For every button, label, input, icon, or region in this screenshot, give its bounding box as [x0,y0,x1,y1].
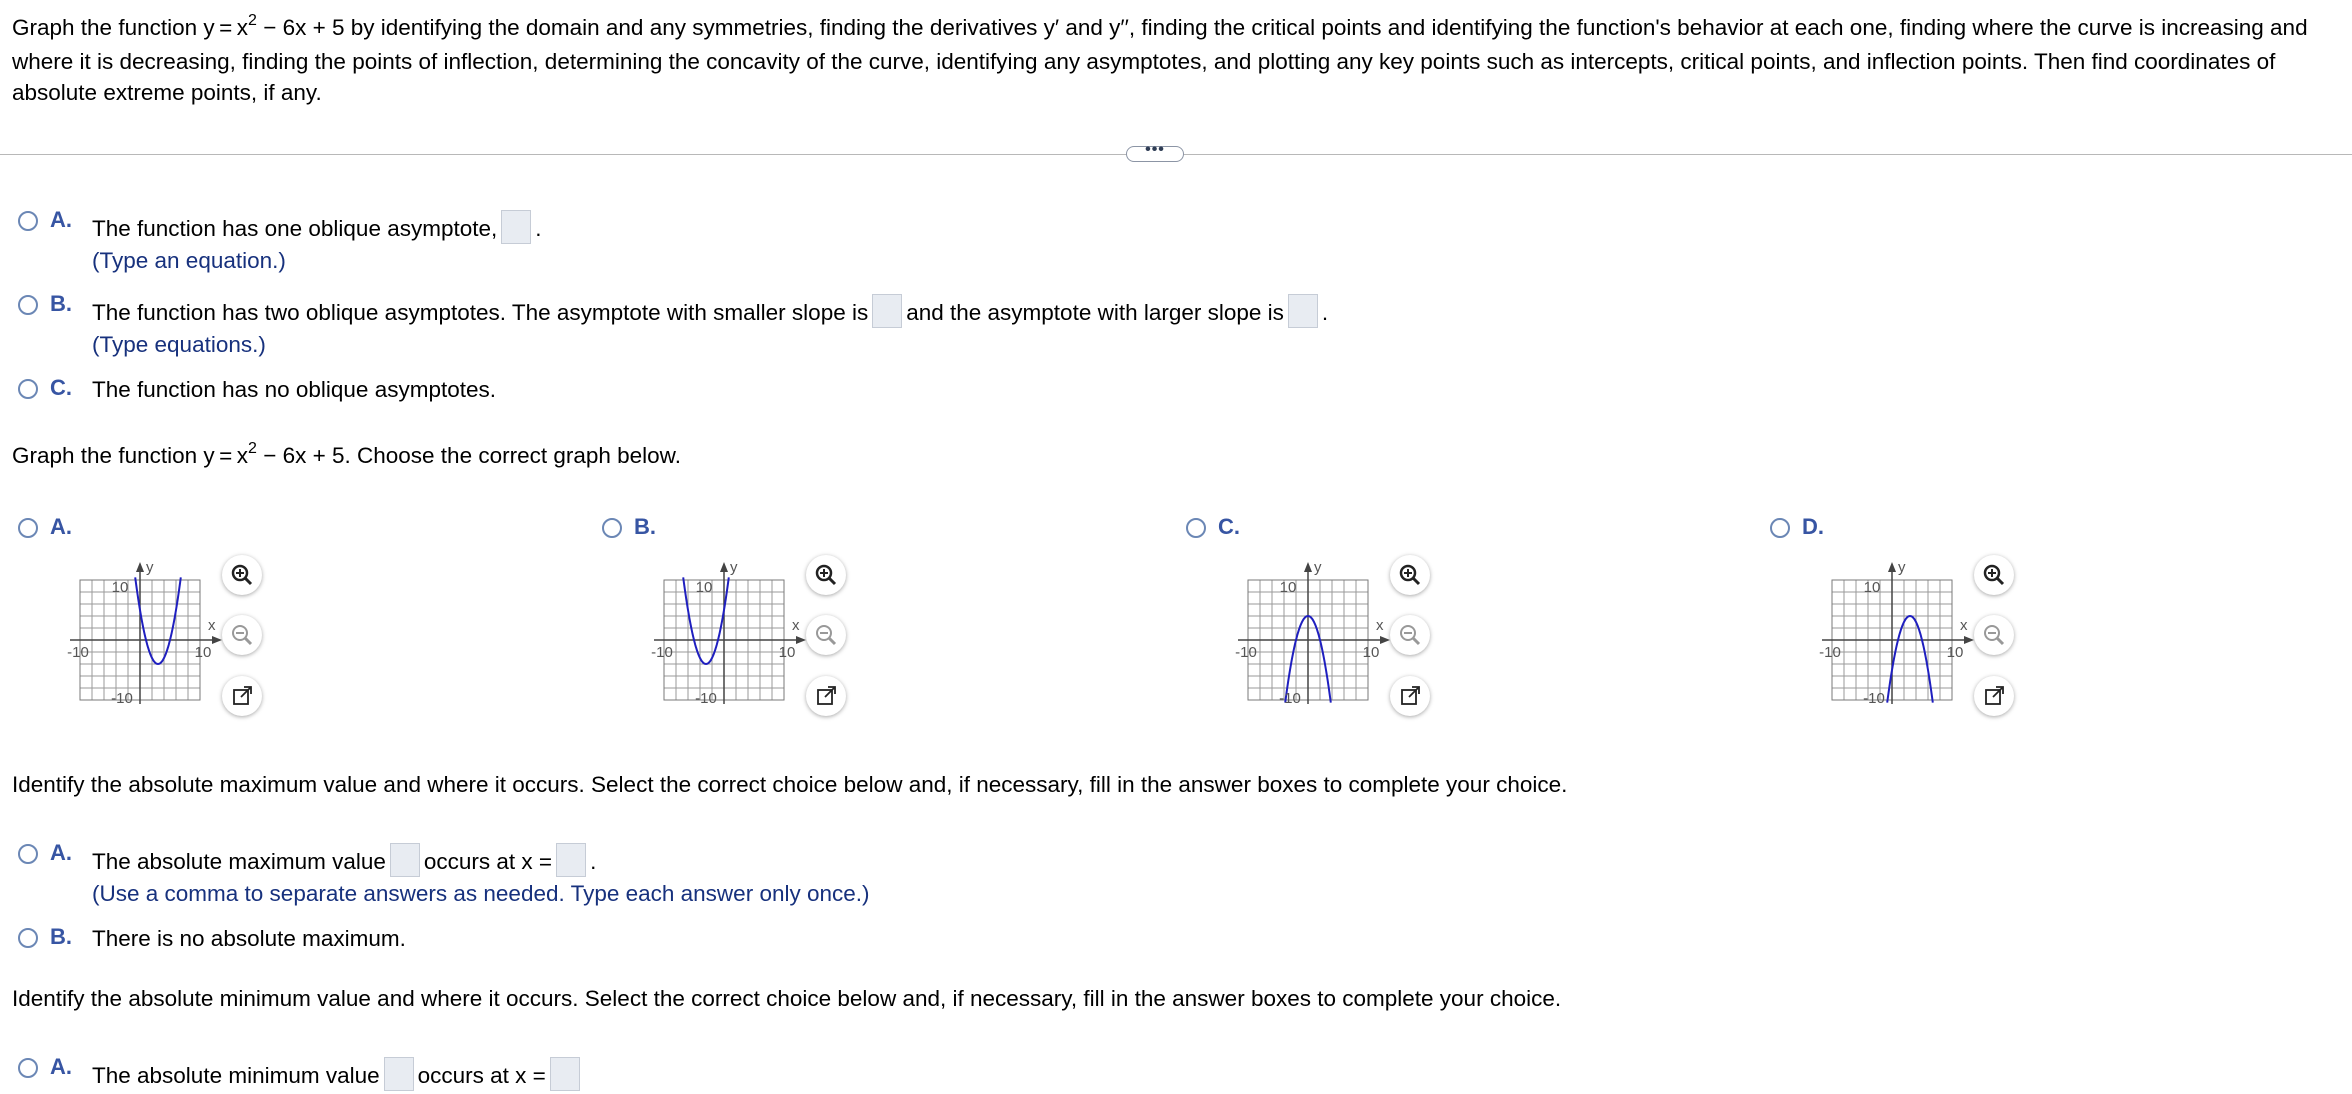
choice-letter-b: B. [50,924,72,949]
y-axis-label: y [146,559,154,576]
radio-graph-d[interactable] [1770,518,1790,538]
answer-box-min-value[interactable] [384,1057,414,1091]
graph-thumbnail[interactable] [1808,556,1988,706]
zoom-in-icon[interactable] [1974,555,2014,595]
x-tick-label: 10 [778,644,796,661]
x-tick-label: -10 [1819,644,1841,661]
max-question-prompt: Identify the absolute maximum value and where it occurs. Select the correct choice below and, if necessary, fill in the answer boxes to complete your choice. [12,772,1568,797]
choice-letter-b: B. [50,291,72,316]
graph-curve [135,577,181,664]
answer-box-max-value[interactable] [390,843,420,877]
asymptote-b-hint: (Type equations.) [92,332,266,357]
choice-letter-a: A. [50,1054,72,1079]
choice-letter-c: C. [50,375,72,400]
answer-box-min-x[interactable] [550,1057,580,1091]
zoom-in-icon[interactable] [806,555,846,595]
answer-box-asymptote[interactable] [501,210,531,244]
graph-curve [1887,616,1933,703]
y-tick-label: 10 [1279,579,1297,596]
answer-box-smaller-slope[interactable] [872,294,902,328]
radio-graph-c[interactable] [1186,518,1206,538]
open-external-icon[interactable] [222,676,262,716]
choice-letter-a: A. [50,514,72,539]
x-tick-label: 10 [194,644,212,661]
x-tick-label: 10 [1362,644,1380,661]
asymptote-option-b: The function has two oblique asymptotes. The asymptote with smaller slope is and the asymptote with larger slope is . [92,297,1328,331]
max-a-hint: (Use a comma to separate answers as needed. Type each answer only once.) [92,881,870,906]
y-tick-label: -10 [1279,690,1301,706]
x-axis-label: x [792,617,800,634]
open-external-icon[interactable] [1974,676,2014,716]
answer-box-max-x[interactable] [556,843,586,877]
zoom-in-icon[interactable] [1390,555,1430,595]
radio-min-a[interactable] [18,1058,38,1078]
radio-asymptote-b[interactable] [18,295,38,315]
x-tick-label: -10 [651,644,673,661]
graph-thumbnail[interactable] [640,556,820,706]
radio-max-b[interactable] [18,928,38,948]
y-axis-label: y [730,559,738,576]
zoom-out-icon[interactable] [1974,615,2014,655]
choice-letter-a: A. [50,207,72,232]
zoom-out-icon[interactable] [806,615,846,655]
min-option-a: The absolute minimum value occurs at x = [92,1060,584,1094]
choice-letter-c: C. [1218,514,1240,539]
y-tick-label: -10 [111,690,133,706]
x-tick-label: 10 [1946,644,1964,661]
y-axis-label: y [1314,559,1322,576]
zoom-out-icon[interactable] [222,615,262,655]
expand-more-button[interactable]: ••• [1126,146,1184,162]
radio-graph-a[interactable] [18,518,38,538]
x-axis-label: x [1960,617,1968,634]
problem-statement: Graph the function $y = x^2 - 6x + 5$ by identifying the domain and any symmetries, finding the derivatives y′ and y′′, finding the critical points and identifying the function's behavior at each one, finding where the curve is increasing and where it is decreasing, finding the points of inflection, determining the concavity of the curve, identifying any asymptotes, and plotting any key points such as intercepts, critical points, and inflection points. Then find coordinates of absolute extreme points, if any. [12,12,2308,105]
x-tick-label: -10 [1235,644,1257,661]
choice-letter-d: D. [1802,514,1824,539]
zoom-out-icon[interactable] [1390,615,1430,655]
y-tick-label: 10 [111,579,129,596]
radio-asymptote-a[interactable] [18,211,38,231]
radio-asymptote-c[interactable] [18,379,38,399]
asymptote-option-c: The function has no oblique asymptotes. [92,377,497,402]
graph-question-prompt: Graph the function $y = x^2 - 6x + 5$. Choose the correct graph below. [12,440,681,468]
graph-thumbnail[interactable] [1224,556,1404,706]
radio-max-a[interactable] [18,844,38,864]
x-axis-label: x [208,617,216,634]
x-tick-label: -10 [67,644,89,661]
y-tick-label: -10 [695,690,717,706]
max-option-a: The absolute maximum value occurs at x = . [92,846,596,880]
y-tick-label: -10 [1863,690,1885,706]
choice-letter-b: B. [634,514,656,539]
radio-graph-b[interactable] [602,518,622,538]
x-axis-label: x [1376,617,1384,634]
y-tick-label: 10 [1863,579,1881,596]
y-tick-label: 10 [695,579,713,596]
max-option-b: There is no absolute maximum. [92,926,406,951]
asymptote-option-a: The function has one oblique asymptote, . [92,213,542,247]
zoom-in-icon[interactable] [222,555,262,595]
y-axis-label: y [1898,559,1906,576]
asymptote-a-hint: (Type an equation.) [92,248,286,273]
open-external-icon[interactable] [806,676,846,716]
min-question-prompt: Identify the absolute minimum value and where it occurs. Select the correct choice below and, if necessary, fill in the answer boxes to complete your choice. [12,986,1562,1011]
choice-letter-a: A. [50,840,72,865]
graph-thumbnail[interactable] [56,556,236,706]
open-external-icon[interactable] [1390,676,1430,716]
answer-box-larger-slope[interactable] [1288,294,1318,328]
